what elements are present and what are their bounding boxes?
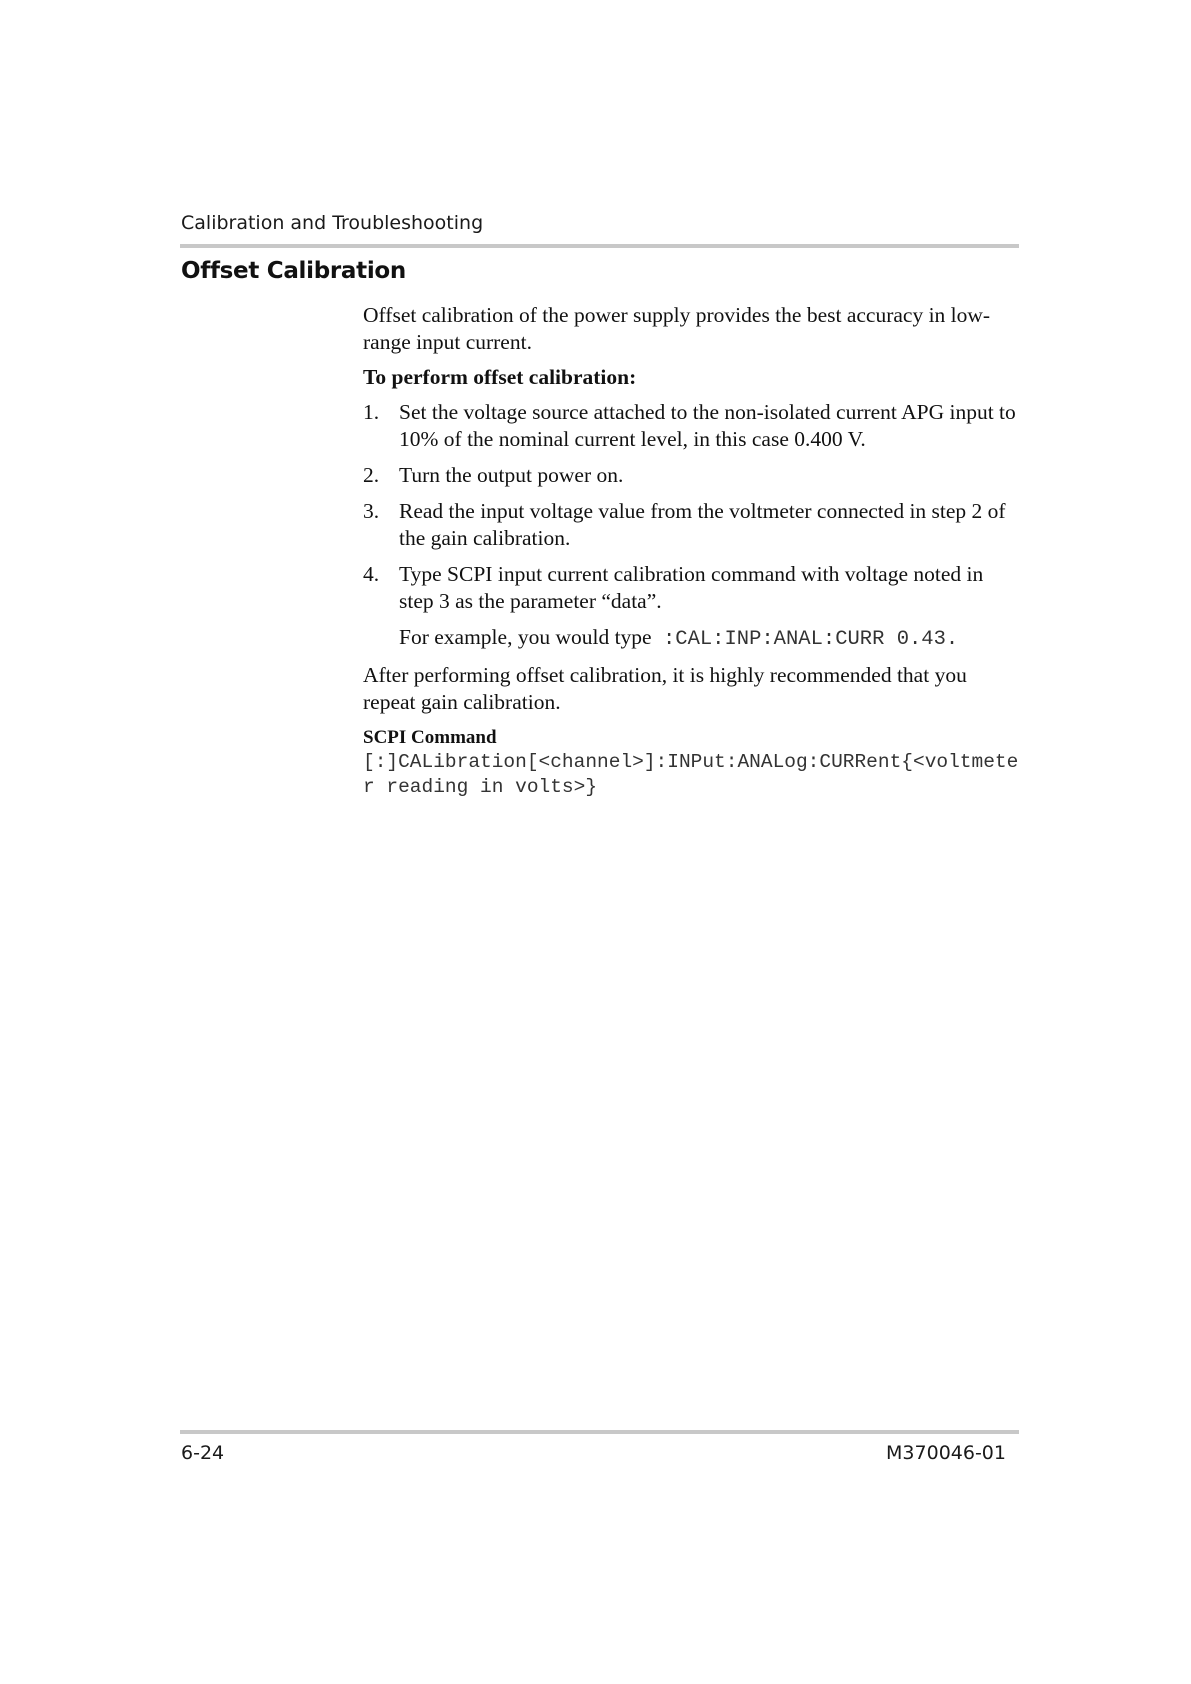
scpi-command-code: [:]CALibration[<channel>]:INPut:ANALog:CURRent{<voltmeter reading in volts>} [363, 751, 1019, 798]
step-text: Type SCPI input current calibration command with voltage noted in step 3 as the parameter “data”. [399, 562, 984, 613]
step-number: 1. [363, 400, 380, 424]
example-code: :CAL:INP:ANAL:CURR 0.43. [662, 628, 959, 651]
step-text: Read the input voltage value from the voltmeter connected in step 2 of the gain calibration. [399, 499, 1006, 550]
step-text: Set the voltage source attached to the non-isolated current APG input to 10% of the nominal current level, in this case 0.400 V. [399, 400, 1016, 451]
running-header: Calibration and Troubleshooting [181, 212, 484, 234]
step-item [363, 561, 1023, 615]
example-line [363, 624, 1023, 653]
document-id: M370046-01 [886, 1442, 1006, 1464]
body-column [363, 302, 1023, 800]
procedure-steps [363, 399, 1023, 615]
footer-rule [180, 1430, 1019, 1434]
step-item [363, 399, 1023, 453]
step-text: Turn the output power on. [399, 463, 624, 487]
step-item [363, 498, 1023, 552]
step-item [363, 462, 1023, 489]
section-title: Offset Calibration [181, 258, 407, 284]
intro-paragraph: Offset calibration of the power supply provides the best accuracy in low-range input current. [363, 303, 991, 354]
header-rule [180, 244, 1019, 248]
step-number: 2. [363, 463, 380, 487]
step-number: 3. [363, 499, 380, 523]
procedure-heading: To perform offset calibration: [363, 365, 637, 389]
page-number: 6-24 [181, 1442, 225, 1464]
after-paragraph: After performing offset calibration, it is highly recommended that you repeat gain calibration. [363, 663, 967, 714]
step-number: 4. [363, 562, 380, 586]
example-text: For example, you would type [399, 625, 652, 649]
scpi-heading: SCPI Command [363, 727, 497, 748]
